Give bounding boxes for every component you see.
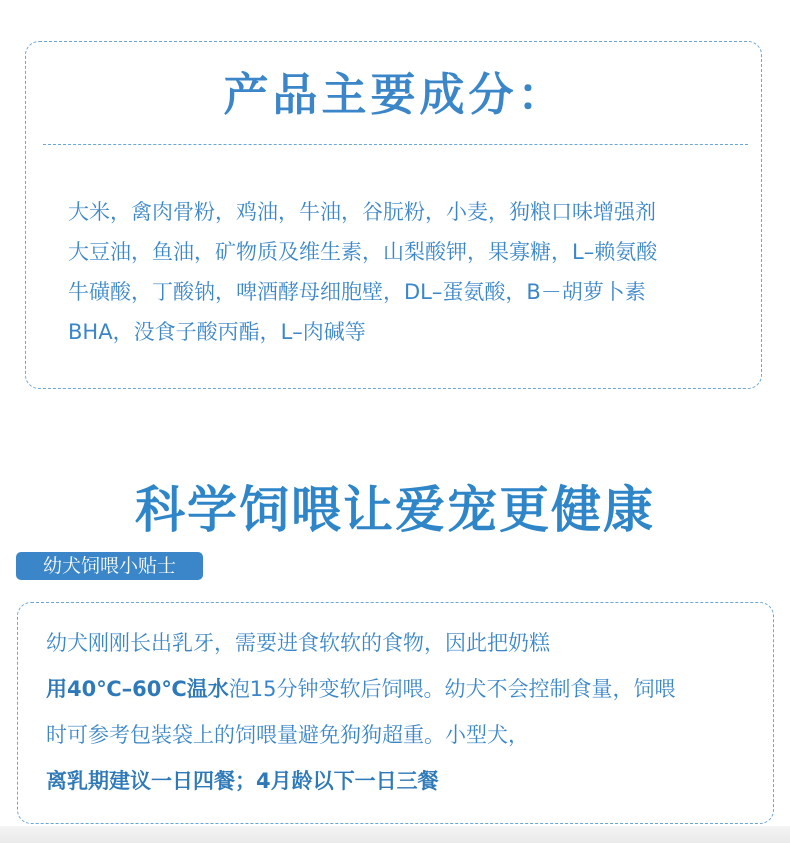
bottom-background: [0, 826, 790, 843]
tip-line: [46, 666, 756, 712]
feeding-tips-list: [46, 620, 756, 804]
tip-text: 泡15分钟变软后饲喂。幼犬不会控制食量，饲喂: [228, 677, 676, 701]
tip-text: 时可参考包装袋上的饲喂量避免狗狗超重。小型犬，: [46, 723, 529, 747]
ingredients-list: [68, 192, 758, 352]
feeding-section-title: 科学饲喂让爱宠更健康: [135, 481, 655, 539]
ingredients-line: 大豆油，鱼油，矿物质及维生素，山梨酸钾，果寡糖，L–赖氨酸: [68, 240, 658, 264]
tip-text: 幼犬刚刚长出乳牙，需要进食软软的食物，因此把奶糕: [46, 631, 550, 655]
ingredients-line: BHA，没食子酸丙酯，L–肉碱等: [68, 320, 366, 344]
tip-line: [46, 712, 756, 758]
water-temperature-highlight: 用40℃–60℃温水: [46, 677, 229, 701]
ingredients-line: 大米，禽肉骨粉，鸡油，牛油，谷朊粉，小麦，狗粮口味增强剂: [68, 200, 656, 224]
ingredients-line: 牛磺酸，丁酸钠，啤酒酵母细胞壁，DL–蛋氨酸，B－胡萝卜素: [68, 280, 646, 304]
tip-line: [46, 758, 756, 804]
tip-line: [46, 620, 756, 666]
ingredients-title: 产品主要成分：: [223, 68, 567, 121]
meal-frequency-highlight: 离乳期建议一日四餐；4月龄以下一日三餐: [46, 769, 439, 793]
divider: [43, 144, 748, 145]
puppy-feeding-tips-badge: 幼犬饲喂小贴士: [16, 552, 203, 580]
